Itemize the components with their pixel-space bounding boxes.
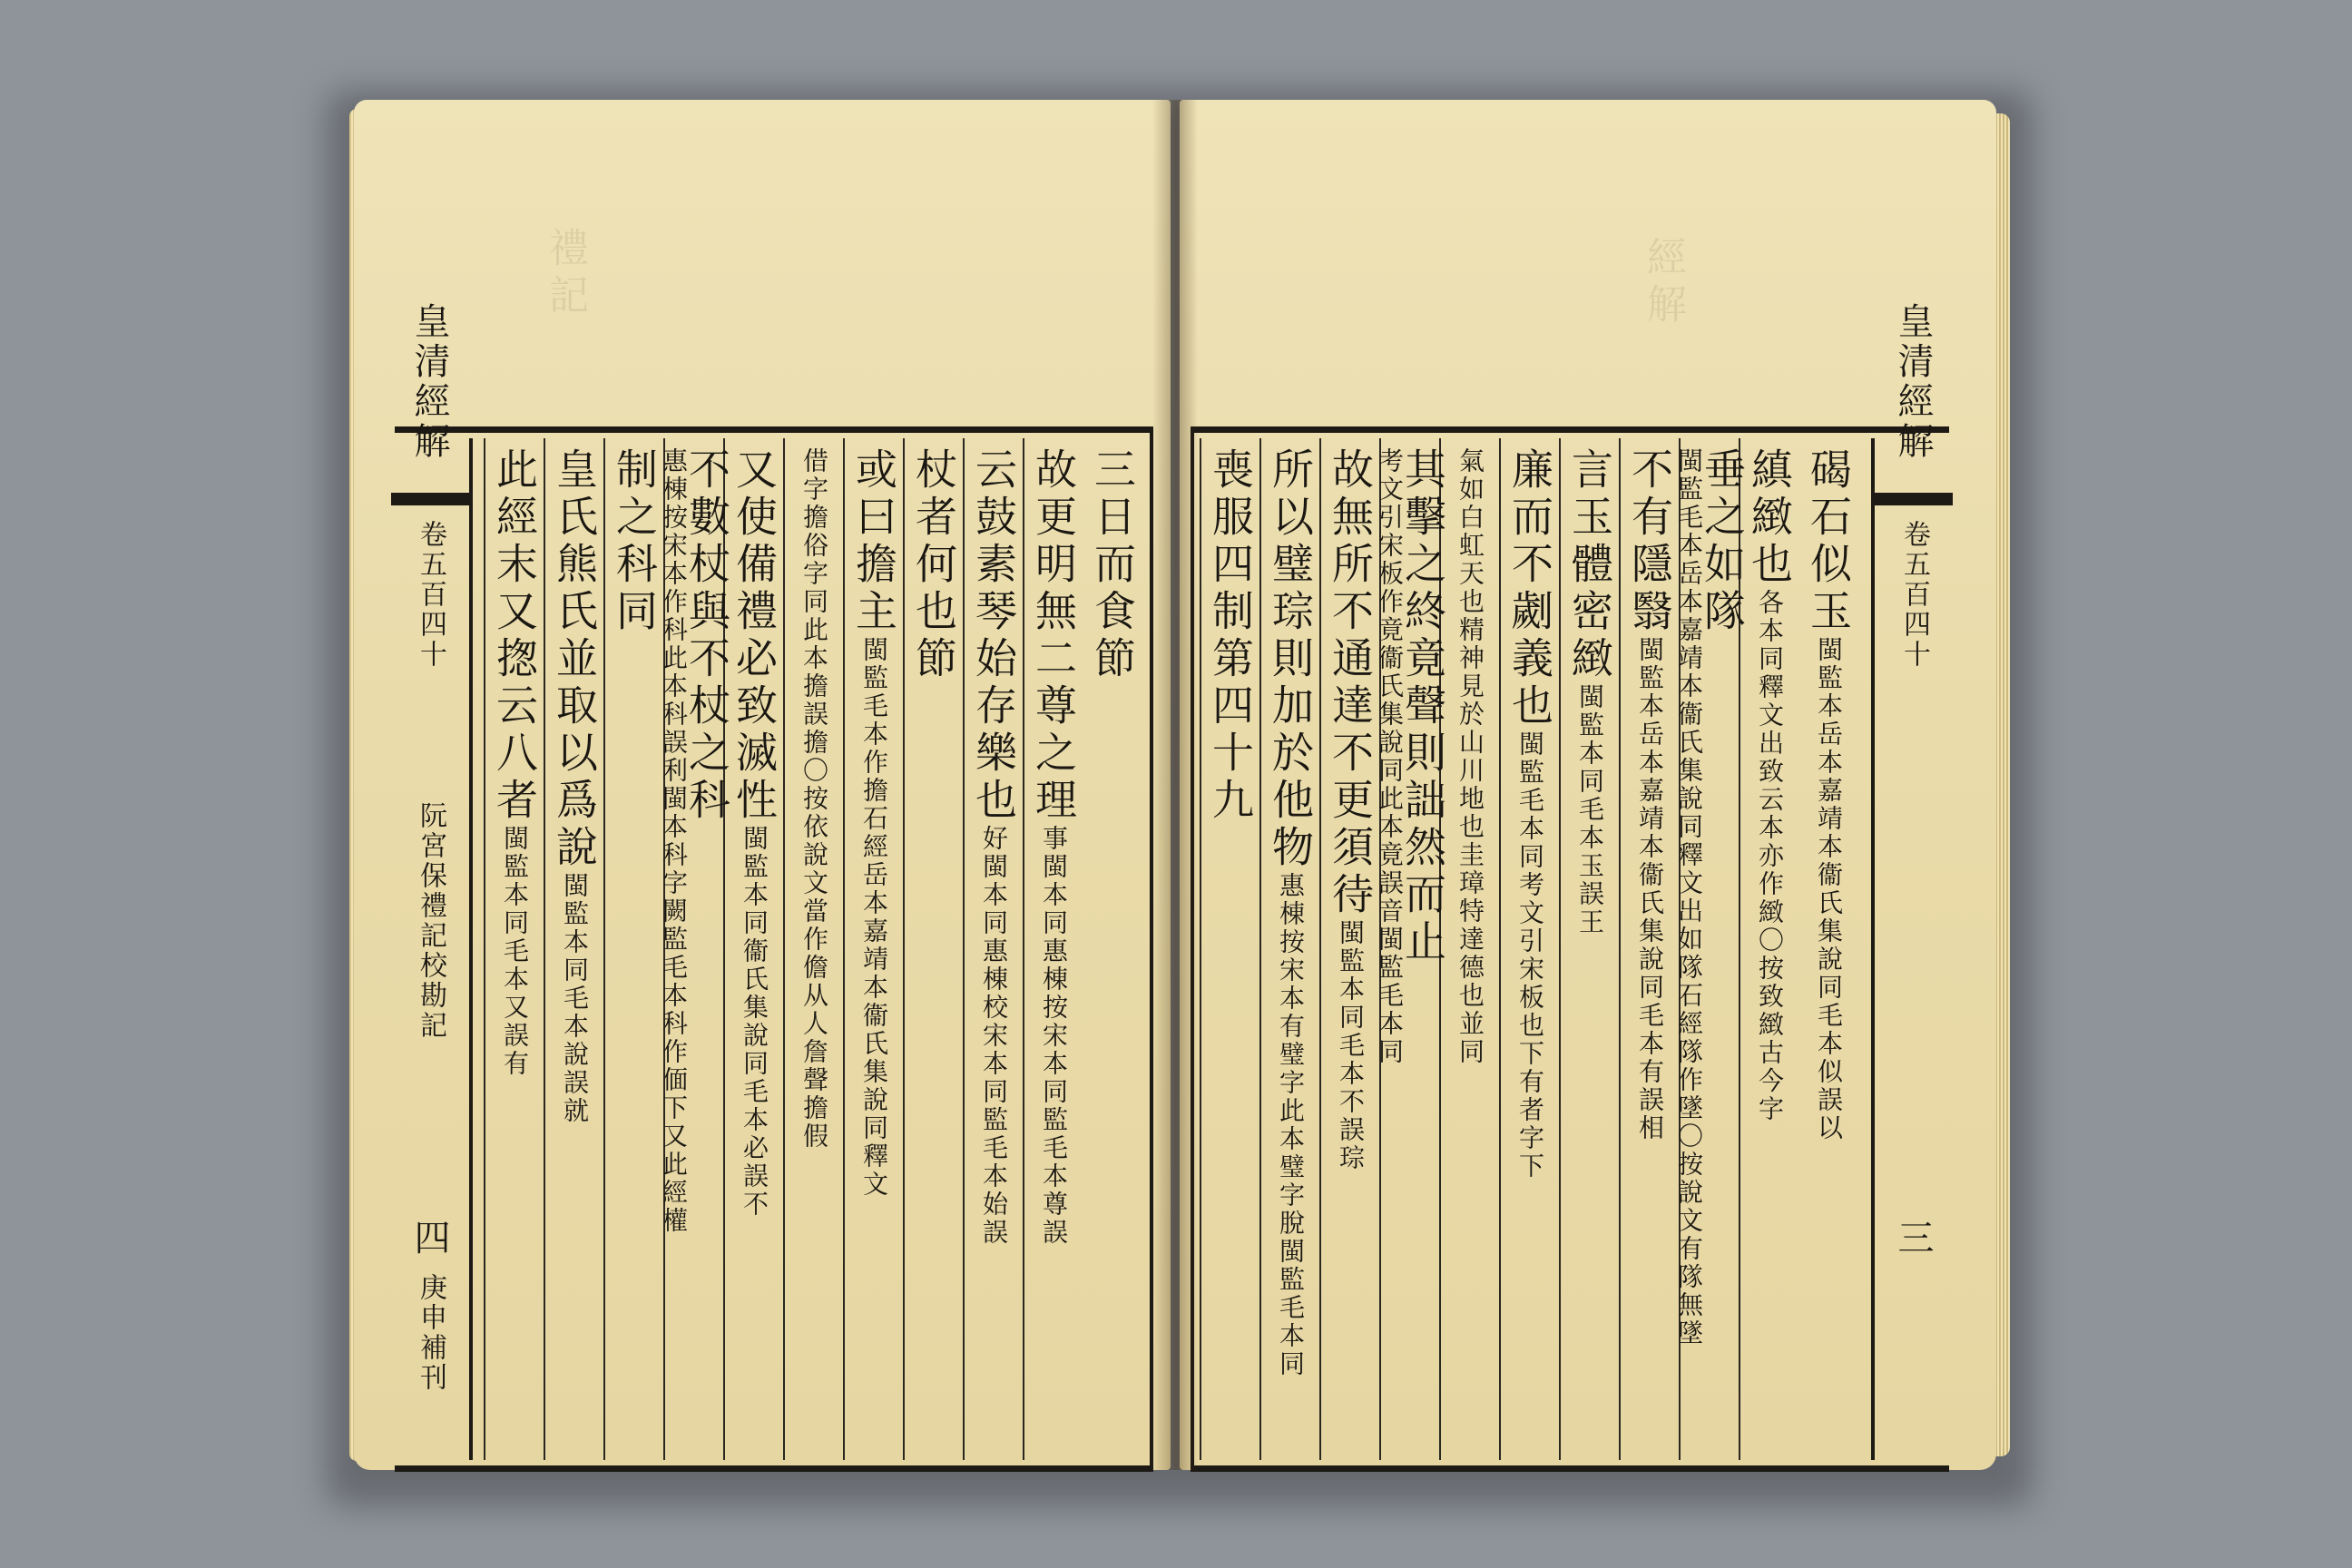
main-text: 杖者何也節 xyxy=(909,447,958,683)
text-column xyxy=(1259,438,1319,1460)
right-banxin xyxy=(1871,302,1953,1460)
main-text: 或曰擔主 xyxy=(849,447,898,636)
column-text xyxy=(1804,447,1853,1142)
commentary-note: 閩監毛本作擔石經岳本嘉靖本衞氏集說同釋文 xyxy=(859,636,889,1199)
text-column xyxy=(484,438,544,1460)
text-column xyxy=(1499,438,1559,1460)
commentary-note: 閩監本岳本嘉靖本衞氏集說同毛本有誤相 xyxy=(1635,636,1665,1142)
commentary-note: 閩監毛本同考文引宋板也下有者字下 xyxy=(1515,730,1545,1181)
main-text: 此經末又揔云八者 xyxy=(490,447,539,825)
main-text: 云鼓素琴始存樂也 xyxy=(969,447,1018,825)
bleed-through-text: 經解 xyxy=(1640,236,1686,330)
fish-tail-mark xyxy=(391,493,469,505)
commentary-note: 好閩本同惠棟校宋本同監毛本始誤 xyxy=(979,825,1009,1247)
banxin-page-number: 三 xyxy=(1892,1219,1934,1259)
column-text xyxy=(801,447,827,1151)
bleed-through-text: 禮記 xyxy=(542,227,588,321)
main-text: 故更明無二尊之理 xyxy=(1029,447,1078,825)
column-text xyxy=(1565,447,1614,936)
column-text xyxy=(1674,447,1747,1460)
text-column xyxy=(843,438,903,1460)
column-text xyxy=(490,447,539,1078)
text-column xyxy=(544,438,603,1460)
main-text: 皇氏熊氏並取以爲說 xyxy=(550,447,599,872)
banxin-volume: 卷五百四十 xyxy=(1898,520,1930,670)
book-gutter xyxy=(1152,100,1198,1470)
text-column xyxy=(903,438,963,1460)
text-column xyxy=(1439,438,1499,1460)
main-text: 碣石似玉 xyxy=(1804,447,1853,636)
banxin-center-title: 阮宮保禮記校勘記 xyxy=(415,801,446,1041)
right-page xyxy=(1180,100,1996,1470)
left-banxin xyxy=(391,302,473,1460)
main-text: 垂之如隊 xyxy=(1698,447,1747,636)
text-column xyxy=(603,438,663,1460)
column-text xyxy=(1625,447,1674,1142)
commentary-note: 惠棟按宋本作科此本科誤利閩本科字闕監毛本科作偭下又此經權 xyxy=(659,447,689,1235)
commentary-note: 各本同釋文出致云本亦作緻〇按致緻古今字 xyxy=(1755,589,1785,1123)
commentary-note: 閩監本岳本嘉靖本衞氏集說同毛本似誤以 xyxy=(1814,636,1844,1142)
text-column xyxy=(659,438,731,1460)
commentary-note: 閩監本同毛本又誤有 xyxy=(500,825,530,1078)
banxin-volume: 卷五百四十 xyxy=(415,520,446,670)
main-text: 三日而食節 xyxy=(1088,447,1137,683)
column-text xyxy=(849,447,898,1199)
banxin-title: 皇清經解 xyxy=(408,302,450,462)
text-column xyxy=(1798,438,1858,1460)
commentary-note: 閩監本同毛本玉誤王 xyxy=(1575,683,1605,936)
column-text xyxy=(610,447,659,636)
column-text xyxy=(730,447,779,1219)
text-column xyxy=(1083,438,1142,1460)
commentary-note: 閩監本同毛本說誤就 xyxy=(560,872,590,1125)
commentary-note: 氣如白虹天也精神見於山川地也圭璋特達德也並同 xyxy=(1455,447,1485,1066)
main-text: 不數杖與不杖之科 xyxy=(682,447,731,825)
column-text xyxy=(1266,447,1315,1378)
left-text-frame xyxy=(395,302,1153,1472)
commentary-note: 閩監毛本岳本嘉靖本衞氏集說同釋文出如隊石經隊作墜〇按說文有隊無墜 xyxy=(1674,447,1704,1348)
text-column xyxy=(1559,438,1619,1460)
text-column xyxy=(1200,438,1259,1460)
text-column xyxy=(1023,438,1083,1460)
banxin-title: 皇清經解 xyxy=(1892,302,1934,462)
main-text: 縝緻也 xyxy=(1745,447,1794,589)
commentary-note: 惠棟按宋本有璧字此本璧字脫閩監毛本同 xyxy=(1276,872,1306,1378)
column-text xyxy=(1745,447,1794,1123)
main-text: 故無所不通達不更須待 xyxy=(1326,447,1375,919)
text-column xyxy=(1319,438,1379,1460)
banxin-imprint: 庚申補刊 xyxy=(415,1273,446,1393)
column-text xyxy=(659,447,731,1460)
text-column xyxy=(783,438,843,1460)
commentary-note: 閩監本同毛本不誤琮 xyxy=(1336,919,1366,1172)
commentary-note: 考文引宋板作竟衞氏集說同此本竟誤音閩監毛本同 xyxy=(1375,447,1405,1066)
banxin-page-number: 四 xyxy=(408,1219,450,1259)
column-text xyxy=(1505,447,1554,1181)
text-column xyxy=(1674,438,1747,1460)
text-column xyxy=(1375,438,1447,1460)
commentary-note: 閩監本同衞氏集說同毛本必誤不 xyxy=(740,825,769,1219)
main-text: 言玉體密緻 xyxy=(1565,447,1614,683)
column-text xyxy=(1457,447,1483,1066)
column-text xyxy=(1029,447,1078,1247)
fish-tail-mark xyxy=(1875,493,1953,505)
column-text xyxy=(550,447,599,1125)
commentary-note: 借字擔俗字同此本擔誤擔〇按依說文當作儋从人詹聲擔假 xyxy=(799,447,829,1151)
column-text xyxy=(1088,447,1137,683)
column-text xyxy=(909,447,958,683)
column-text xyxy=(1326,447,1375,1172)
text-column xyxy=(1619,438,1679,1460)
main-text: 廉而不劌義也 xyxy=(1505,447,1554,730)
main-text: 不有隱翳 xyxy=(1625,447,1674,636)
text-column xyxy=(723,438,783,1460)
main-text: 又使備禮必致滅性 xyxy=(730,447,779,825)
right-text-frame xyxy=(1191,302,1949,1472)
main-text: 所以璧琮則加於他物 xyxy=(1266,447,1315,872)
text-column xyxy=(1739,438,1798,1460)
commentary-note: 事閩本同惠棟按宋本同監毛本尊誤 xyxy=(1039,825,1069,1247)
column-text xyxy=(1375,447,1447,1460)
column-text xyxy=(1206,447,1255,825)
main-text: 喪服四制第四十九 xyxy=(1206,447,1255,825)
text-column xyxy=(963,438,1023,1460)
left-page xyxy=(354,100,1171,1470)
column-text xyxy=(969,447,1018,1247)
main-text: 其擊之終竟聲則詘然而止 xyxy=(1398,447,1447,966)
main-text: 制之科同 xyxy=(610,447,659,636)
